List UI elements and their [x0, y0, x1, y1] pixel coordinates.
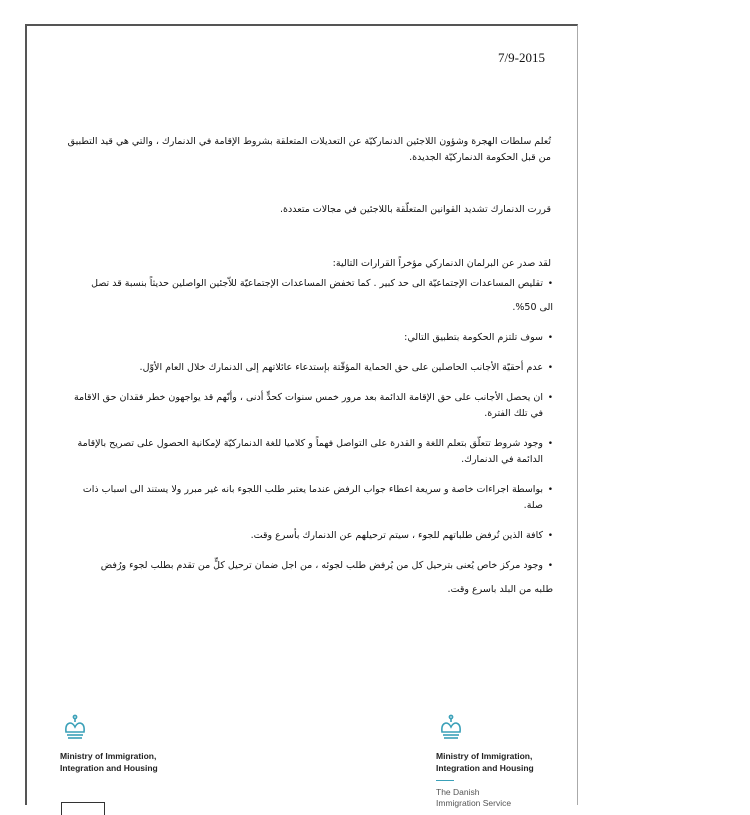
- intro-paragraph: تُعلم سلطات الهجرة وشؤون اللاجئين الدنماركيّة عن التعديلات المتعلقة بشروط الإقامة في الدنمارك ، والتي هي قيد التطبيق من قبل الحكومة الدنماركيّة الجديدة.: [67, 136, 551, 163]
- letter-date: 7/9-2015: [498, 50, 545, 65]
- danish-crown-icon: [62, 714, 88, 740]
- service-name-line1: The Danish: [436, 787, 480, 797]
- list-item: • بواسطة اجراءات خاصة و سريعة اعطاء جواب الرفض عندما يعتبر طلب اللجوء بانه غير مبرر ولا يستند الى اسباب ذات صلة.: [61, 482, 553, 514]
- ministry-name-line2: Integration and Housing: [60, 763, 158, 773]
- danish-crown-icon: [438, 714, 464, 740]
- list-item: • عدم أحقيّة الأجانب الحاصلين على حق الحماية المؤقّتة بإستدعاء عائلاتهم إلى الدنمارك خلال العام الأوّل.: [61, 360, 553, 376]
- list-item: • كافة الذين تُرفض طلباتهم للجوء ، سيتم ترحيلهم عن الدنمارك بأسرع وقت.: [61, 528, 553, 544]
- ministry-logo-right: [436, 714, 566, 809]
- ministry-name-line2: Integration and Housing: [436, 763, 534, 773]
- ministry-name-line1: Ministry of Immigration,: [436, 751, 533, 761]
- list-item: الى 50%.: [512, 302, 553, 313]
- decisions-intro: لقد صدر عن البرلمان الدنماركي مؤخراً القرارات التالية:: [332, 258, 551, 269]
- list-item: طلبه من البلد باسرع وقت.: [447, 584, 553, 595]
- decisions-list: [61, 276, 553, 612]
- list-item: • سوف تلتزم الحكومة بتطبيق التالي:: [61, 330, 553, 346]
- list-item: • وجود مركز خاص يُعنى بترحيل كل من يُرفض طلب لجوئه ، من اجل ضمان ترحيل كلٍّ من تقدم بطلب لجوء ورُفض: [61, 558, 553, 574]
- service-name-line2: Immigration Service: [436, 798, 512, 808]
- ministry-logo-left: [60, 714, 190, 774]
- footer-box: [61, 802, 105, 815]
- list-item: • تقليص المساعدات الإجتماعيّة الى حد كبير . كما تخفض المساعدات الإجتماعيّة للاّجئين الواصلين حديثاً بنسبة قد تصل: [61, 276, 553, 292]
- list-item: • وجود شروط تتعلّق بتعلم اللغة و القدرة على التواصل فهماً و كلاميا للغة الدنماركيّة لإمكانية الحصول على تصريح بالإقامة الدائمة في الدنمارك.: [61, 436, 553, 468]
- list-item: • ان يحصل الأجانب على حق الإقامة الدائمة بعد مرور خمس سنوات كحدٍّ أدنى ، وأنّهم قد يواجهون خطر فقدان حق الاقامة في تلك الفترة.: [61, 390, 553, 422]
- ministry-name-line1: Ministry of Immigration,: [60, 751, 157, 761]
- statement-paragraph: قررت الدنمارك تشديد القوانين المتعلّقة باللاجئين في مجالات متعددة.: [280, 204, 551, 215]
- logo-divider: [436, 780, 454, 781]
- letter-page: [25, 24, 578, 808]
